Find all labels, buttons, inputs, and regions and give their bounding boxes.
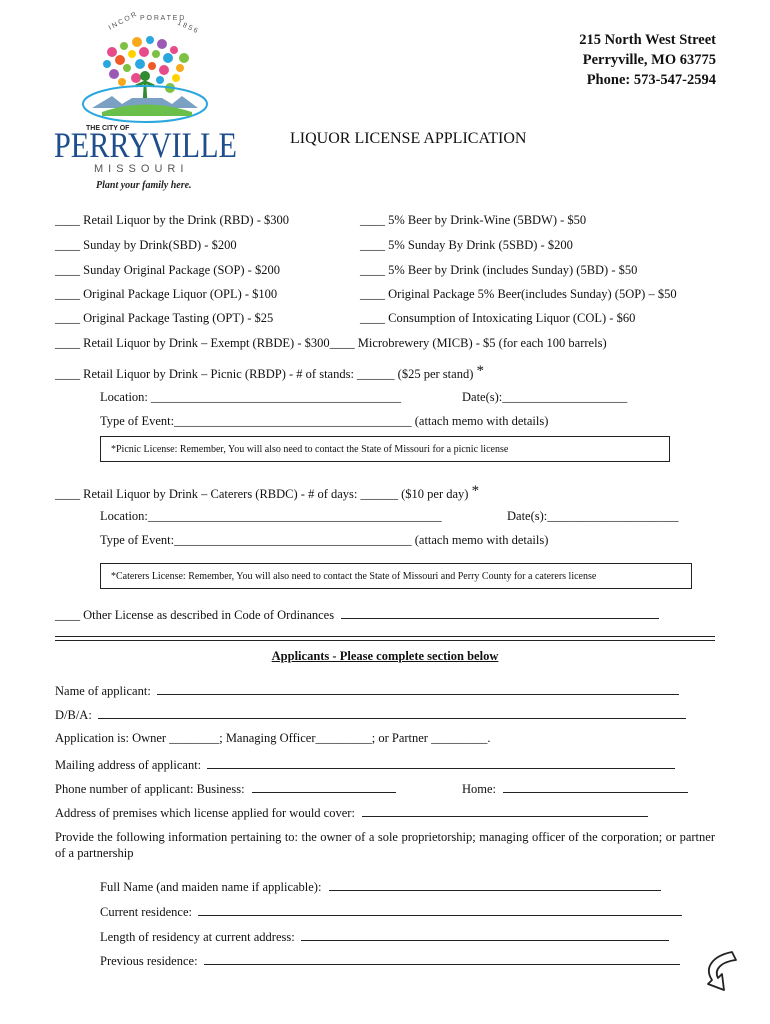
phone-business-label: Phone number of applicant: Business: <box>55 782 245 796</box>
current-residence-row <box>100 903 682 920</box>
picnic-event-field[interactable]: Type of Event:______________________________________ (attach memo with details) <box>100 414 549 428</box>
full-name-label: Full Name (and maiden name if applicable): <box>100 880 322 894</box>
other-license-line2[interactable] <box>55 636 715 637</box>
current-residence-label: Current residence: <box>100 905 192 919</box>
license-5op[interactable]: ____ Original Package 5% Beer(includes Sunday) (5OP) – $50 <box>360 287 677 301</box>
caterers-star: * <box>471 483 480 499</box>
section-divider <box>55 640 715 641</box>
full-name-input[interactable] <box>329 878 661 891</box>
premises-input[interactable] <box>362 804 648 817</box>
previous-residence-label: Previous residence: <box>100 954 198 968</box>
svg-text:THE CITY OF: THE CITY OF <box>86 125 130 132</box>
previous-residence-row <box>100 952 680 969</box>
dba-input[interactable] <box>98 706 686 719</box>
caterers-location-field[interactable]: Location:_______________________________________________ <box>100 509 442 523</box>
length-residency-label: Length of residency at current address: <box>100 930 295 944</box>
city-logo <box>52 12 242 192</box>
phone-business-input[interactable] <box>252 780 396 793</box>
mailing-label: Mailing address of applicant: <box>55 758 202 772</box>
premises-row <box>55 804 648 821</box>
license-sbd[interactable]: ____ Sunday by Drink(SBD) - $200 <box>55 238 237 252</box>
mailing-input[interactable] <box>207 756 675 769</box>
caterers-dates-field[interactable]: Date(s):_____________________ <box>507 509 679 523</box>
license-rbdp[interactable] <box>55 363 484 382</box>
license-col[interactable]: ____ Consumption of Intoxicating Liquor (COL) - $60 <box>360 311 636 325</box>
phone-home-row <box>462 780 688 797</box>
next-page-arrow-icon[interactable] <box>702 946 746 1000</box>
mailing-row <box>55 756 675 773</box>
tree-logo-icon <box>52 12 242 192</box>
license-5bdw[interactable]: ____ 5% Beer by Drink-Wine (5BDW) - $50 <box>360 213 587 227</box>
caterers-note: *Caterers License: Remember, You will also need to contact the State of Missouri and Perry County for a caterers license <box>111 570 597 582</box>
provide-info-text: Provide the following information pertaining to: the owner of a sole proprietorship; managing officer of the corporation; or partner of a partnership <box>55 830 715 860</box>
license-rbde-micb[interactable]: ____ Retail Liquor by Drink – Exempt (RBDE) - $300____ Microbrewery (MICB) - $5 (for each 100 barrels) <box>55 336 607 350</box>
picnic-star: * <box>476 363 484 379</box>
phone-home-input[interactable] <box>503 780 688 793</box>
license-sop[interactable]: ____ Sunday Original Package (SOP) - $200 <box>55 263 280 277</box>
caterers-event-field[interactable]: Type of Event:______________________________________ (attach memo with details) <box>100 533 549 547</box>
svg-text:PERRYVILLE: PERRYVILLE <box>54 125 237 165</box>
license-opt[interactable]: ____ Original Package Tasting (OPT) - $25 <box>55 311 274 325</box>
phone-business-row <box>55 780 396 797</box>
license-opl[interactable]: ____ Original Package Liquor (OPL) - $100 <box>55 287 278 301</box>
picnic-dates-field[interactable]: Date(s):____________________ <box>462 390 628 404</box>
license-rbdc[interactable] <box>55 483 479 502</box>
address-street: 215 North West Street <box>579 32 716 48</box>
address-city: Perryville, MO 63775 <box>582 52 716 68</box>
page-title: LIQUOR LICENSE APPLICATION <box>290 130 527 147</box>
length-residency-input[interactable] <box>301 928 669 941</box>
applicant-name-input[interactable] <box>157 682 679 695</box>
current-residence-input[interactable] <box>198 903 682 916</box>
applicants-heading: Applicants - Please complete section below <box>271 649 499 663</box>
picnic-line: ____ Retail Liquor by Drink – Picnic (RBDP) - # of stands: ______ ($25 per stand) <box>55 367 474 381</box>
full-name-row <box>100 878 661 895</box>
phone-home-label: Home: <box>462 782 497 796</box>
svg-text:MISSOURI: MISSOURI <box>94 163 189 175</box>
other-license-label: ____ Other License as described in Code of Ordinances <box>55 608 335 622</box>
dba-label: D/B/A: <box>55 708 92 722</box>
license-5sbd[interactable]: ____ 5% Sunday By Drink (5SBD) - $200 <box>360 238 573 252</box>
city-address <box>579 30 716 90</box>
license-rbd[interactable]: ____ Retail Liquor by the Drink (RBD) - $300 <box>55 213 289 227</box>
dba-row <box>55 706 686 723</box>
application-type-field[interactable]: Application is: Owner ________; Managing Officer_________; or Partner _________. <box>55 731 491 745</box>
svg-text:1 8 5 6: 1 8 5 6 <box>176 19 199 35</box>
picnic-note-box <box>100 436 670 462</box>
other-license-input[interactable] <box>341 606 659 619</box>
picnic-location-field[interactable]: Location: ________________________________________ <box>100 390 402 404</box>
license-other[interactable] <box>55 606 659 623</box>
caterers-line: ____ Retail Liquor by Drink – Caterers (RBDC) - # of days: ______ ($10 per day) <box>55 487 469 501</box>
svg-text:Plant your family here.: Plant your family here. <box>96 180 192 191</box>
svg-text:I N C O R: I N C O R <box>107 12 138 32</box>
applicant-name-row <box>55 682 679 699</box>
applicant-name-label: Name of applicant: <box>55 684 151 698</box>
address-phone: Phone: 573-547-2594 <box>586 72 716 88</box>
license-5bd[interactable]: ____ 5% Beer by Drink (includes Sunday) (5BD) - $50 <box>360 263 638 277</box>
length-residency-row <box>100 928 669 945</box>
premises-label: Address of premises which license applied for would cover: <box>55 806 355 820</box>
svg-text:P O R A T E D: P O R A T E D <box>140 15 185 22</box>
picnic-note: *Picnic License: Remember, You will also need to contact the State of Missouri for a picnic license <box>111 443 509 455</box>
caterers-note-box <box>100 563 692 589</box>
previous-residence-input[interactable] <box>204 952 680 965</box>
